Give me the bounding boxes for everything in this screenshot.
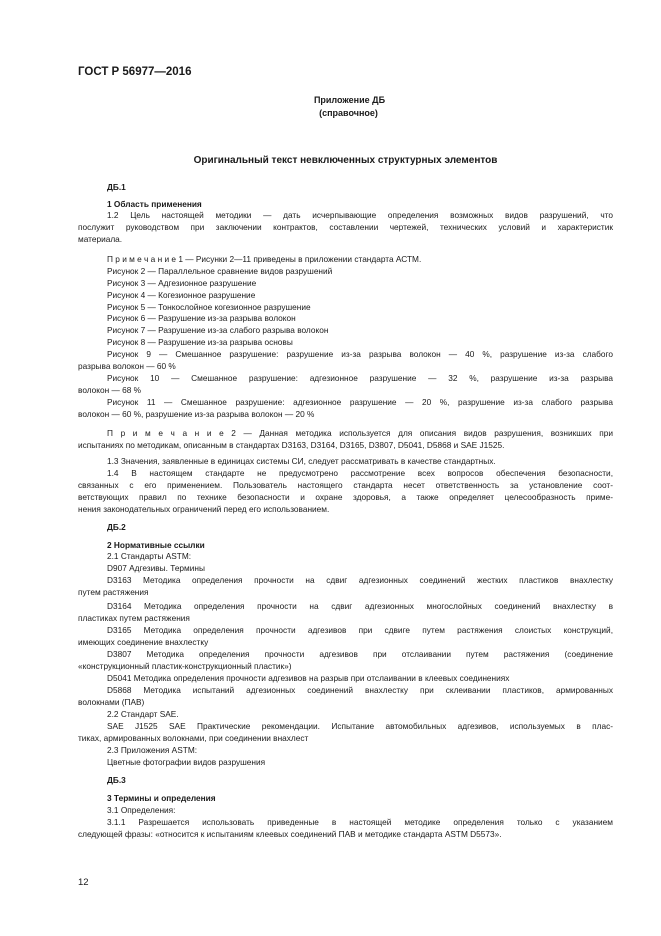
subsection-heading: 3 Термины и определения	[107, 793, 216, 803]
text-line: 3.1 Определения:	[107, 805, 176, 815]
text-line: испытаниях по методикам, описанным в стандартах D3163, D3164, D3165, D3807, D5041, D5868 и SAE J1525.	[78, 440, 505, 450]
section-title: Оригинальный текст невключенных структурных элементов	[193, 155, 498, 166]
text-line: Цветные фотографии видов разрушения	[107, 757, 266, 767]
section-number: ДБ.1	[107, 182, 126, 192]
text-line: материала.	[78, 234, 123, 244]
text-line: нения законодательных ограничений перед его использованием.	[78, 504, 330, 514]
appendix-note: (справочное)	[319, 108, 378, 118]
figure-item: Рисунок 5 — Тонкослойное когезионное разрушение	[107, 302, 311, 312]
figure-item: Рисунок 6 — Разрушение из-за разрыва волокон	[107, 313, 296, 323]
figure-item: Рисунок 2 — Параллельное сравнение видов разрушений	[107, 266, 333, 276]
text-line: 3.1.1 Разрешается использовать приведенные в настоящей методике определения только с указанием	[107, 817, 613, 827]
text-line: ветствующих правил по технике безопасности и охране здоровья, а также определяет целесообразность приме-	[78, 492, 613, 502]
reference-item: SAE J1525 SAE Практические рекомендации. Испытание автомобильных адгезивов, используемых в плас-	[107, 721, 613, 731]
figure-item: Рисунок 4 — Когезионное разрушение	[107, 290, 256, 300]
text-line: 2.2 Стандарт SAE.	[107, 709, 179, 719]
reference-item: D5868 Методика испытаний адгезионных соединений внахлестку при склеивании пластиков, армированных	[107, 685, 613, 695]
figure-item: Рисунок 9 — Смешанное разрушение: разрушение из-за разрыва волокон — 40 %, разрушение из-за слабого	[107, 349, 613, 359]
text-line: пластиках путем растяжения	[78, 613, 190, 623]
appendix-title: Приложение ДБ	[313, 95, 386, 105]
page-number: 12	[78, 877, 89, 888]
section-number: ДБ.3	[107, 775, 126, 785]
figure-item: Рисунок 11 — Смешанное разрушение: адгезионное разрушение — 20 %, разрушение из-за слабого разрыва	[107, 397, 613, 407]
text-line: волокнами (ПАВ)	[78, 697, 145, 707]
figure-item: Рисунок 3 — Адгезионное разрушение	[107, 278, 257, 288]
text-line: путем растяжения	[78, 587, 149, 597]
figure-item: Рисунок 8 — Разрушение из-за разрыва основы	[107, 337, 293, 347]
document-header: ГОСТ Р 56977—2016	[78, 66, 192, 78]
subsection-heading: 2 Нормативные ссылки	[107, 540, 205, 550]
reference-item: D3164 Методика определения прочности на сдвиг адгезионных многослойных соединений внахлестку в	[107, 601, 613, 611]
figure-item: Рисунок 10 — Смешанное разрушение: адгезионное разрушение — 32 %, разрушение из-за разрыва	[107, 373, 613, 383]
subsection-heading: 1 Область применения	[107, 199, 202, 209]
text-line: тиках, армированных волокнами, при соединении внахлест	[78, 733, 309, 743]
note-line: П р и м е ч а н и е 2 — Данная методика используется для описания видов разрушения, возникших при	[107, 428, 613, 438]
reference-item: D907 Адгезивы. Термины	[107, 563, 205, 573]
text-line: имеющих соединение внахлестку	[78, 637, 209, 647]
reference-item: D3163 Методика определения прочности на сдвиг адгезионных соединений жестких пластиков внахлестку	[107, 575, 613, 585]
text-line: следующей фразы: «относится к испытаниям клеевых соединений ПАВ и методике стандарта ASTM D5573».	[78, 829, 502, 839]
text-line: 2.3 Приложения ASTM:	[107, 745, 198, 755]
note-line: П р и м е ч а н и е 1 — Рисунки 2—11 приведены в приложении стандарта АСТМ.	[107, 254, 422, 264]
text-line: 1.3 Значения, заявленные в единицах системы СИ, следует рассматривать в качестве стандартных.	[107, 456, 496, 466]
text-line: 2.1 Стандарты ASTM:	[107, 551, 192, 561]
reference-item: D5041 Методика определения прочности адгезивов на разрыв при отслаивании в клеевых соединениях	[107, 673, 510, 683]
text-line: волокон — 60 %, разрушение из-за разрыва волокон — 20 %	[78, 409, 315, 419]
text-line: 1.2 Цель настоящей методики — дать исчерпывающие определения возможных видов разрушений, что	[107, 210, 613, 220]
figure-item: Рисунок 7 — Разрушение из-за слабого разрыва волокон	[107, 325, 329, 335]
text-line: связанных с его применением. Пользователь настоящего стандарта несет ответственность за установление соот-	[78, 480, 613, 490]
text-line: разрыва волокон — 60 %	[78, 361, 176, 371]
text-line: «конструкционный пластик-конструкционный пластик»)	[78, 661, 292, 671]
section-number: ДБ.2	[107, 522, 126, 532]
reference-item: D3165 Методика определения прочности адгезивов при сдвиге путем растяжения слоистых конструкций,	[107, 625, 613, 635]
text-line: послужит руководством при заключении контрактов, составлении чертежей, технических условий и характеристик	[78, 222, 613, 232]
text-line: волокон — 68 %	[78, 385, 142, 395]
text-line: 1.4 В настоящем стандарте не предусмотрено рассмотрение всех вопросов обеспечения безопасности,	[107, 468, 613, 478]
reference-item: D3807 Методика определения прочности адгезивов при отслаивании путем растяжения (соединение	[107, 649, 613, 659]
